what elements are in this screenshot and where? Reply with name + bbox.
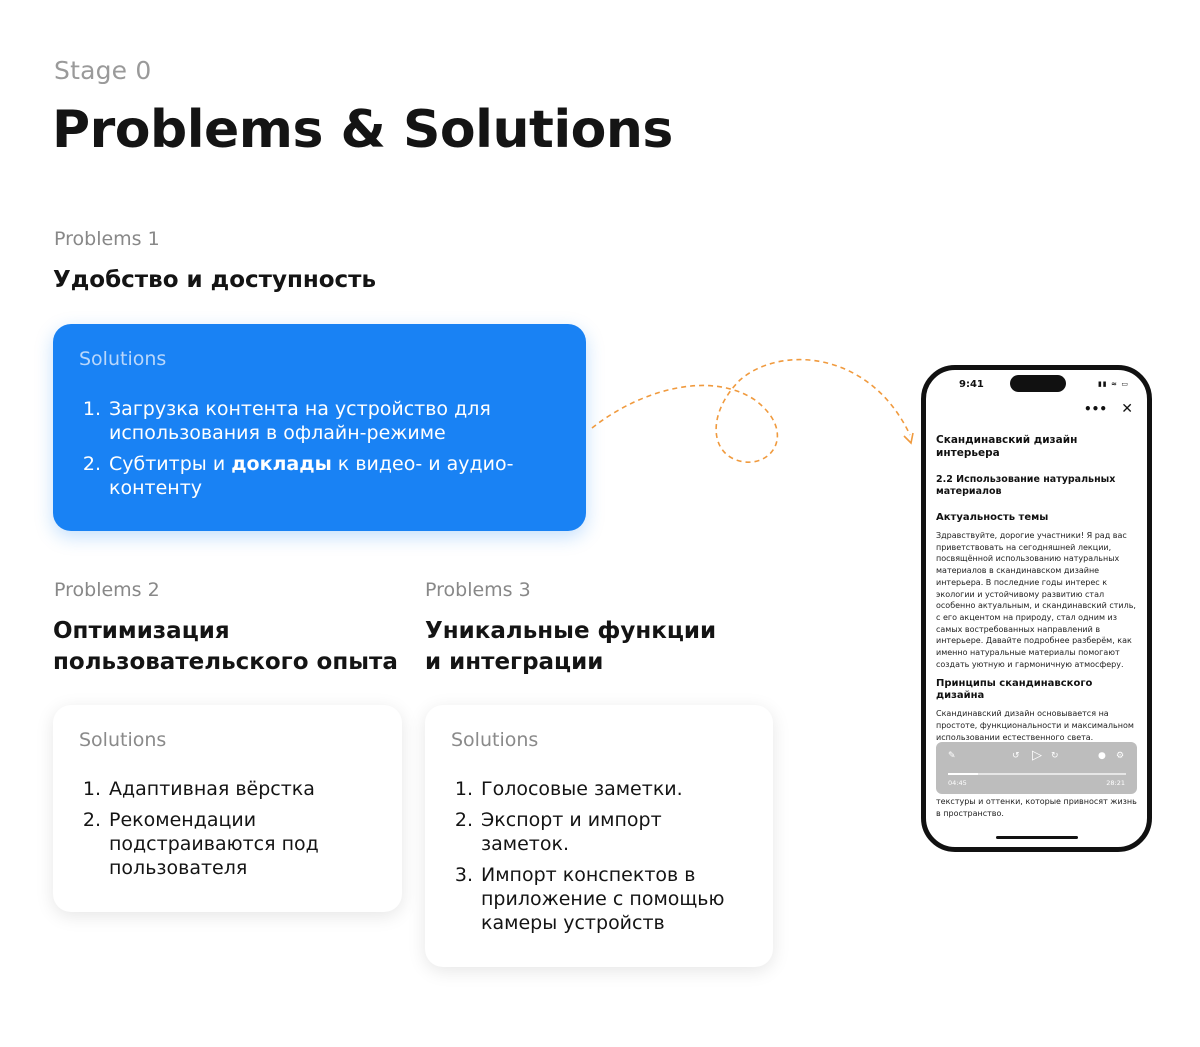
settings-icon[interactable]: ⚙ bbox=[1116, 751, 1125, 761]
section-text-tail: текстуры и оттенки, которые привносят жизнь в пространство. bbox=[936, 797, 1137, 818]
solutions-list bbox=[79, 397, 560, 500]
problem1-label: Problems 1 bbox=[54, 228, 160, 250]
item-text: Загрузка контента на устройство для использования в офлайн-режиме bbox=[109, 398, 491, 444]
problem1-solutions-card bbox=[53, 324, 586, 531]
section-text: Скандинавский дизайн основывается на простоте, функциональности и максимальном использовании естественного света. bbox=[936, 709, 1134, 742]
heading-line: и интеграции bbox=[425, 649, 604, 675]
heading-line: пользовательского опыта bbox=[53, 649, 398, 675]
problem3-label: Problems 3 bbox=[425, 579, 531, 601]
section-text: Здравствуйте, дорогие участники! Я рад вас приветствовать на сегодняшней лекции, посвящённой использованию натуральных материалов в скандинавском дизайне интерьера. В последние годы интерес к экологии и устойчивому развитию стал особенно актуальным, и скандинавский стиль, с его акцентом на природу, стал одним из самых востребованных направлений в интерьере. Давайте подробнее разберём, как именно натуральные материалы помогают создать уютную и гармоничную атмосферу. bbox=[936, 531, 1136, 669]
total-time: 28:21 bbox=[1106, 779, 1125, 787]
home-indicator bbox=[996, 836, 1078, 839]
list-item bbox=[451, 808, 747, 856]
item-text-bold: доклады bbox=[231, 453, 332, 475]
section-title: Принципы скандинавского дизайна bbox=[936, 678, 1093, 702]
page-title: Problems & Solutions bbox=[52, 100, 673, 160]
item-number: 2. bbox=[82, 809, 101, 831]
solutions-title: Solutions bbox=[79, 729, 167, 751]
solutions-title: Solutions bbox=[451, 729, 539, 751]
lecture-subtitle: 2.2 Использование натуральных материалов bbox=[936, 474, 1116, 497]
progress-bar[interactable] bbox=[948, 773, 1126, 775]
lecture-title: Скандинавский дизайн интерьера bbox=[936, 434, 1078, 459]
list-item bbox=[79, 777, 376, 801]
item-text: Экспорт и импорт заметок. bbox=[481, 809, 662, 855]
problem2-solutions-card bbox=[53, 705, 402, 912]
problem3-heading bbox=[425, 616, 716, 678]
heading-line: Оптимизация bbox=[53, 618, 230, 644]
list-item bbox=[451, 863, 747, 935]
item-text-pre: Субтитры и bbox=[109, 453, 232, 475]
status-icons: ▮▮ ≈ ▭ bbox=[1097, 380, 1129, 388]
item-number: 1. bbox=[82, 778, 101, 800]
item-text-post: к видео- и аудио-контенту bbox=[109, 453, 514, 499]
list-item bbox=[79, 452, 560, 500]
item-number: 2. bbox=[82, 453, 101, 475]
item-number: 3. bbox=[454, 864, 473, 886]
problem2-heading bbox=[53, 616, 398, 678]
item-text: Адаптивная вёрстка bbox=[109, 778, 315, 800]
item-number: 1. bbox=[82, 398, 101, 420]
progress-fill bbox=[948, 773, 978, 775]
dynamic-island bbox=[1010, 375, 1066, 392]
solutions-list bbox=[79, 777, 376, 880]
list-item bbox=[79, 397, 560, 445]
play-icon[interactable]: ▷ bbox=[1032, 748, 1042, 763]
item-text: Голосовые заметки. bbox=[481, 778, 683, 800]
phone-mockup bbox=[921, 365, 1152, 852]
problem3-solutions-card bbox=[425, 705, 773, 967]
item-text: Рекомендации подстраиваются под пользователя bbox=[109, 809, 319, 879]
solutions-list bbox=[451, 777, 747, 935]
problem2-label: Problems 2 bbox=[54, 579, 160, 601]
item-text bbox=[109, 452, 560, 500]
close-icon[interactable]: ✕ bbox=[1121, 401, 1133, 417]
mic-icon[interactable]: ● bbox=[1098, 751, 1106, 761]
problem1-heading: Удобство и доступность bbox=[53, 267, 377, 293]
list-item bbox=[79, 808, 376, 880]
dashed-loop-arrow-icon bbox=[580, 340, 920, 480]
heading-line: Уникальные функции bbox=[425, 618, 717, 644]
more-icon[interactable]: ••• bbox=[1083, 402, 1107, 416]
elapsed-time: 04:45 bbox=[948, 779, 967, 787]
status-time: 9:41 bbox=[959, 379, 984, 390]
list-item bbox=[451, 777, 747, 801]
item-number: 2. bbox=[454, 809, 473, 831]
note-icon[interactable]: ✎ bbox=[948, 751, 956, 761]
forward-icon[interactable]: ↻ bbox=[1051, 751, 1059, 761]
rewind-icon[interactable]: ↺ bbox=[1012, 751, 1020, 761]
stage-label: Stage 0 bbox=[54, 56, 152, 85]
solutions-title: Solutions bbox=[79, 348, 167, 370]
item-text: Импорт конспектов в приложение с помощью камеры устройств bbox=[481, 864, 725, 934]
section-title: Актуальность темы bbox=[936, 512, 1049, 523]
item-number: 1. bbox=[454, 778, 473, 800]
lecture-content bbox=[936, 434, 1138, 752]
audio-player bbox=[936, 742, 1137, 794]
